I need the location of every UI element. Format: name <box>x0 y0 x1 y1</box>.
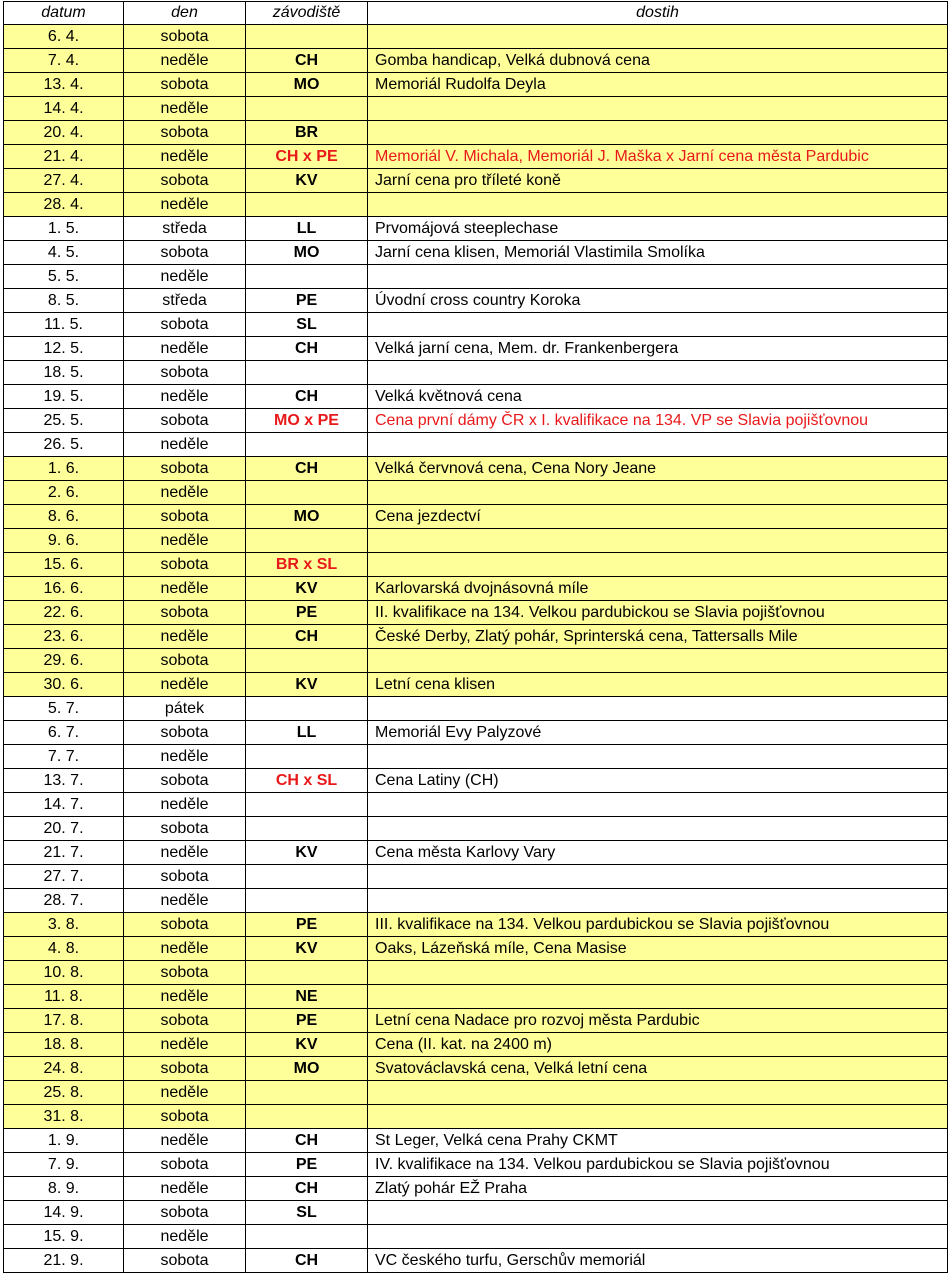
cell-zavodiste: PE <box>246 601 368 625</box>
cell-datum: 8. 9. <box>4 1177 124 1201</box>
cell-datum: 15. 6. <box>4 553 124 577</box>
cell-dostih <box>368 1201 948 1225</box>
cell-datum: 14. 7. <box>4 793 124 817</box>
cell-den: neděle <box>124 337 246 361</box>
cell-den: pátek <box>124 697 246 721</box>
cell-den: sobota <box>124 913 246 937</box>
cell-dostih <box>368 361 948 385</box>
table-row <box>4 577 948 601</box>
cell-den: sobota <box>124 1105 246 1129</box>
cell-datum: 5. 5. <box>4 265 124 289</box>
cell-zavodiste <box>246 697 368 721</box>
cell-datum: 13. 7. <box>4 769 124 793</box>
cell-datum: 1. 6. <box>4 457 124 481</box>
cell-datum: 13. 4. <box>4 73 124 97</box>
cell-dostih <box>368 649 948 673</box>
cell-datum: 2. 6. <box>4 481 124 505</box>
table-row <box>4 769 948 793</box>
cell-dostih: Cena jezdectví <box>368 505 948 529</box>
cell-datum: 1. 5. <box>4 217 124 241</box>
cell-dostih: Cena města Karlovy Vary <box>368 841 948 865</box>
table-row <box>4 793 948 817</box>
cell-den: sobota <box>124 241 246 265</box>
header-den: den <box>124 2 246 25</box>
table-row <box>4 985 948 1009</box>
cell-zavodiste: KV <box>246 1033 368 1057</box>
cell-dostih: II. kvalifikace na 134. Velkou pardubickou se Slavia pojišťovnou <box>368 601 948 625</box>
cell-den: neděle <box>124 1033 246 1057</box>
cell-den: neděle <box>124 1177 246 1201</box>
cell-dostih <box>368 985 948 1009</box>
cell-zavodiste <box>246 25 368 49</box>
cell-zavodiste: CH <box>246 337 368 361</box>
cell-dostih: Gomba handicap, Velká dubnová cena <box>368 49 948 73</box>
cell-datum: 8. 5. <box>4 289 124 313</box>
table-row <box>4 217 948 241</box>
cell-zavodiste: CH <box>246 625 368 649</box>
cell-zavodiste <box>246 433 368 457</box>
cell-zavodiste: NE <box>246 985 368 1009</box>
cell-dostih: Jarní cena pro tříleté koně <box>368 169 948 193</box>
cell-datum: 18. 8. <box>4 1033 124 1057</box>
table-row <box>4 481 948 505</box>
cell-den: sobota <box>124 961 246 985</box>
cell-dostih <box>368 1105 948 1129</box>
cell-den: neděle <box>124 889 246 913</box>
table-row <box>4 241 948 265</box>
cell-dostih <box>368 121 948 145</box>
table-row <box>4 817 948 841</box>
cell-dostih <box>368 553 948 577</box>
table-row <box>4 505 948 529</box>
cell-dostih <box>368 1081 948 1105</box>
cell-zavodiste: MO <box>246 505 368 529</box>
cell-zavodiste: CH <box>246 385 368 409</box>
cell-zavodiste: CH <box>246 1249 368 1273</box>
cell-dostih <box>368 1225 948 1249</box>
cell-dostih: Memoriál Evy Palyzové <box>368 721 948 745</box>
cell-datum: 28. 4. <box>4 193 124 217</box>
table-row <box>4 1009 948 1033</box>
cell-den: neděle <box>124 577 246 601</box>
cell-dostih: Oaks, Lázeňská míle, Cena Masise <box>368 937 948 961</box>
table-row <box>4 937 948 961</box>
cell-dostih: Cena (II. kat. na 2400 m) <box>368 1033 948 1057</box>
table-row <box>4 1177 948 1201</box>
cell-zavodiste: CH <box>246 1129 368 1153</box>
cell-zavodiste: CH x PE <box>246 145 368 169</box>
table-row <box>4 25 948 49</box>
cell-dostih: Memoriál V. Michala, Memoriál J. Maška x Jarní cena města Pardubic <box>368 145 948 169</box>
cell-zavodiste: KV <box>246 577 368 601</box>
cell-dostih <box>368 433 948 457</box>
table-row <box>4 313 948 337</box>
table-body <box>4 25 948 1273</box>
cell-dostih: Úvodní cross country Koroka <box>368 289 948 313</box>
cell-datum: 20. 7. <box>4 817 124 841</box>
header-row <box>4 2 948 25</box>
cell-zavodiste <box>246 1225 368 1249</box>
cell-dostih: Velká květnová cena <box>368 385 948 409</box>
cell-datum: 14. 9. <box>4 1201 124 1225</box>
cell-datum: 11. 8. <box>4 985 124 1009</box>
cell-den: neděle <box>124 529 246 553</box>
cell-den: sobota <box>124 1201 246 1225</box>
cell-den: sobota <box>124 457 246 481</box>
cell-den: sobota <box>124 313 246 337</box>
cell-datum: 24. 8. <box>4 1057 124 1081</box>
cell-datum: 15. 9. <box>4 1225 124 1249</box>
cell-dostih: Karlovarská dvojnásovná míle <box>368 577 948 601</box>
cell-den: neděle <box>124 481 246 505</box>
cell-datum: 16. 6. <box>4 577 124 601</box>
cell-dostih: Velká červnová cena, Cena Nory Jeane <box>368 457 948 481</box>
cell-datum: 22. 6. <box>4 601 124 625</box>
cell-zavodiste: SL <box>246 313 368 337</box>
cell-dostih <box>368 817 948 841</box>
table-row <box>4 49 948 73</box>
cell-datum: 8. 6. <box>4 505 124 529</box>
cell-datum: 26. 5. <box>4 433 124 457</box>
table-row <box>4 265 948 289</box>
cell-den: sobota <box>124 409 246 433</box>
cell-dostih <box>368 889 948 913</box>
cell-dostih: Svatováclavská cena, Velká letní cena <box>368 1057 948 1081</box>
cell-den: neděle <box>124 1081 246 1105</box>
table-row <box>4 841 948 865</box>
cell-datum: 1. 9. <box>4 1129 124 1153</box>
cell-zavodiste: KV <box>246 169 368 193</box>
header-dostih: dostih <box>368 2 948 25</box>
cell-den: neděle <box>124 1225 246 1249</box>
cell-datum: 4. 8. <box>4 937 124 961</box>
cell-zavodiste <box>246 745 368 769</box>
header-datum: datum <box>4 2 124 25</box>
cell-zavodiste <box>246 193 368 217</box>
table-row <box>4 457 948 481</box>
cell-datum: 6. 4. <box>4 25 124 49</box>
cell-zavodiste <box>246 481 368 505</box>
cell-den: neděle <box>124 1129 246 1153</box>
cell-zavodiste <box>246 1081 368 1105</box>
cell-dostih <box>368 193 948 217</box>
cell-datum: 21. 9. <box>4 1249 124 1273</box>
cell-dostih <box>368 265 948 289</box>
table-row <box>4 553 948 577</box>
cell-zavodiste: KV <box>246 937 368 961</box>
cell-datum: 3. 8. <box>4 913 124 937</box>
cell-den: sobota <box>124 121 246 145</box>
cell-den: neděle <box>124 97 246 121</box>
cell-datum: 27. 4. <box>4 169 124 193</box>
cell-den: neděle <box>124 985 246 1009</box>
table-row <box>4 529 948 553</box>
cell-den: neděle <box>124 793 246 817</box>
table-row <box>4 1249 948 1273</box>
cell-datum: 21. 4. <box>4 145 124 169</box>
cell-datum: 25. 8. <box>4 1081 124 1105</box>
cell-dostih <box>368 97 948 121</box>
cell-zavodiste: KV <box>246 841 368 865</box>
cell-datum: 18. 5. <box>4 361 124 385</box>
cell-den: neděle <box>124 433 246 457</box>
cell-zavodiste: PE <box>246 1153 368 1177</box>
cell-den: sobota <box>124 1057 246 1081</box>
cell-zavodiste: MO <box>246 1057 368 1081</box>
table-row <box>4 889 948 913</box>
table-row <box>4 1201 948 1225</box>
race-schedule-table <box>3 1 948 1273</box>
cell-dostih: Letní cena Nadace pro rozvoj města Pardubic <box>368 1009 948 1033</box>
cell-datum: 17. 8. <box>4 1009 124 1033</box>
cell-zavodiste: KV <box>246 673 368 697</box>
cell-zavodiste: BR <box>246 121 368 145</box>
cell-zavodiste: CH <box>246 457 368 481</box>
table-row <box>4 1129 948 1153</box>
table-row <box>4 721 948 745</box>
cell-den: neděle <box>124 49 246 73</box>
table-row <box>4 1225 948 1249</box>
cell-datum: 12. 5. <box>4 337 124 361</box>
cell-zavodiste <box>246 793 368 817</box>
cell-dostih <box>368 865 948 889</box>
table-row <box>4 1153 948 1177</box>
table-row <box>4 121 948 145</box>
cell-datum: 25. 5. <box>4 409 124 433</box>
cell-datum: 9. 6. <box>4 529 124 553</box>
cell-dostih: Zlatý pohár EŽ Praha <box>368 1177 948 1201</box>
table-row <box>4 1105 948 1129</box>
cell-dostih <box>368 313 948 337</box>
cell-datum: 6. 7. <box>4 721 124 745</box>
cell-zavodiste <box>246 961 368 985</box>
cell-zavodiste: PE <box>246 1009 368 1033</box>
cell-zavodiste: SL <box>246 1201 368 1225</box>
cell-datum: 7. 9. <box>4 1153 124 1177</box>
cell-datum: 4. 5. <box>4 241 124 265</box>
cell-den: sobota <box>124 361 246 385</box>
cell-datum: 30. 6. <box>4 673 124 697</box>
table-row <box>4 649 948 673</box>
cell-dostih: Jarní cena klisen, Memoriál Vlastimila Smolíka <box>368 241 948 265</box>
table-row <box>4 961 948 985</box>
cell-den: sobota <box>124 25 246 49</box>
cell-zavodiste <box>246 649 368 673</box>
cell-zavodiste <box>246 529 368 553</box>
cell-zavodiste: LL <box>246 217 368 241</box>
table-row <box>4 625 948 649</box>
cell-den: sobota <box>124 769 246 793</box>
table-row <box>4 97 948 121</box>
cell-zavodiste: CH x SL <box>246 769 368 793</box>
cell-dostih: Letní cena klisen <box>368 673 948 697</box>
cell-dostih: Velká jarní cena, Mem. dr. Frankenbergera <box>368 337 948 361</box>
cell-zavodiste <box>246 97 368 121</box>
cell-zavodiste <box>246 889 368 913</box>
cell-dostih <box>368 961 948 985</box>
cell-dostih <box>368 793 948 817</box>
table-row <box>4 697 948 721</box>
cell-datum: 11. 5. <box>4 313 124 337</box>
cell-datum: 19. 5. <box>4 385 124 409</box>
cell-datum: 10. 8. <box>4 961 124 985</box>
cell-dostih: Memoriál Rudolfa Deyla <box>368 73 948 97</box>
cell-den: neděle <box>124 385 246 409</box>
table-row <box>4 169 948 193</box>
cell-den: neděle <box>124 745 246 769</box>
cell-den: sobota <box>124 721 246 745</box>
cell-dostih <box>368 25 948 49</box>
table-row <box>4 1081 948 1105</box>
cell-datum: 7. 4. <box>4 49 124 73</box>
table-row <box>4 745 948 769</box>
table-row <box>4 193 948 217</box>
cell-dostih: St Leger, Velká cena Prahy CKMT <box>368 1129 948 1153</box>
cell-dostih: Cena první dámy ČR x I. kvalifikace na 134. VP se Slavia pojišťovnou <box>368 409 948 433</box>
cell-datum: 14. 4. <box>4 97 124 121</box>
cell-den: sobota <box>124 601 246 625</box>
cell-den: sobota <box>124 73 246 97</box>
table-row <box>4 1057 948 1081</box>
table-row <box>4 601 948 625</box>
cell-dostih <box>368 529 948 553</box>
cell-zavodiste: MO x PE <box>246 409 368 433</box>
cell-dostih: IV. kvalifikace na 134. Velkou pardubickou se Slavia pojišťovnou <box>368 1153 948 1177</box>
cell-zavodiste: PE <box>246 289 368 313</box>
table-row <box>4 673 948 697</box>
cell-datum: 23. 6. <box>4 625 124 649</box>
cell-den: neděle <box>124 145 246 169</box>
cell-den: sobota <box>124 169 246 193</box>
cell-zavodiste <box>246 865 368 889</box>
cell-zavodiste <box>246 361 368 385</box>
cell-den: sobota <box>124 865 246 889</box>
table-row <box>4 409 948 433</box>
cell-dostih <box>368 697 948 721</box>
cell-zavodiste <box>246 817 368 841</box>
cell-den: neděle <box>124 673 246 697</box>
cell-den: neděle <box>124 193 246 217</box>
table-row <box>4 1033 948 1057</box>
table-row <box>4 145 948 169</box>
cell-dostih <box>368 745 948 769</box>
cell-zavodiste: MO <box>246 73 368 97</box>
cell-den: sobota <box>124 817 246 841</box>
cell-datum: 21. 7. <box>4 841 124 865</box>
table-row <box>4 289 948 313</box>
cell-zavodiste <box>246 265 368 289</box>
cell-datum: 28. 7. <box>4 889 124 913</box>
cell-den: neděle <box>124 937 246 961</box>
header-zavodiste: závodiště <box>246 2 368 25</box>
cell-den: středa <box>124 217 246 241</box>
cell-zavodiste: CH <box>246 49 368 73</box>
cell-zavodiste: BR x SL <box>246 553 368 577</box>
cell-den: sobota <box>124 1009 246 1033</box>
cell-den: sobota <box>124 1153 246 1177</box>
cell-zavodiste <box>246 1105 368 1129</box>
table-row <box>4 337 948 361</box>
cell-den: sobota <box>124 1249 246 1273</box>
table-header <box>4 2 948 25</box>
table-row <box>4 913 948 937</box>
cell-dostih: České Derby, Zlatý pohár, Sprinterská cena, Tattersalls Mile <box>368 625 948 649</box>
cell-datum: 5. 7. <box>4 697 124 721</box>
cell-zavodiste: CH <box>246 1177 368 1201</box>
cell-datum: 20. 4. <box>4 121 124 145</box>
cell-dostih: Prvomájová steeplechase <box>368 217 948 241</box>
table-row <box>4 385 948 409</box>
cell-datum: 29. 6. <box>4 649 124 673</box>
cell-dostih: Cena Latiny (CH) <box>368 769 948 793</box>
cell-zavodiste: PE <box>246 913 368 937</box>
cell-den: neděle <box>124 841 246 865</box>
cell-den: neděle <box>124 625 246 649</box>
cell-dostih <box>368 481 948 505</box>
table-row <box>4 361 948 385</box>
cell-den: sobota <box>124 505 246 529</box>
cell-datum: 27. 7. <box>4 865 124 889</box>
cell-zavodiste: MO <box>246 241 368 265</box>
cell-zavodiste: LL <box>246 721 368 745</box>
cell-datum: 31. 8. <box>4 1105 124 1129</box>
cell-dostih: VC českého turfu, Gerschův memoriál <box>368 1249 948 1273</box>
cell-dostih: III. kvalifikace na 134. Velkou pardubickou se Slavia pojišťovnou <box>368 913 948 937</box>
cell-den: středa <box>124 289 246 313</box>
table-row <box>4 73 948 97</box>
cell-den: sobota <box>124 553 246 577</box>
cell-datum: 7. 7. <box>4 745 124 769</box>
cell-den: neděle <box>124 265 246 289</box>
table-row <box>4 433 948 457</box>
table-row <box>4 865 948 889</box>
cell-den: sobota <box>124 649 246 673</box>
